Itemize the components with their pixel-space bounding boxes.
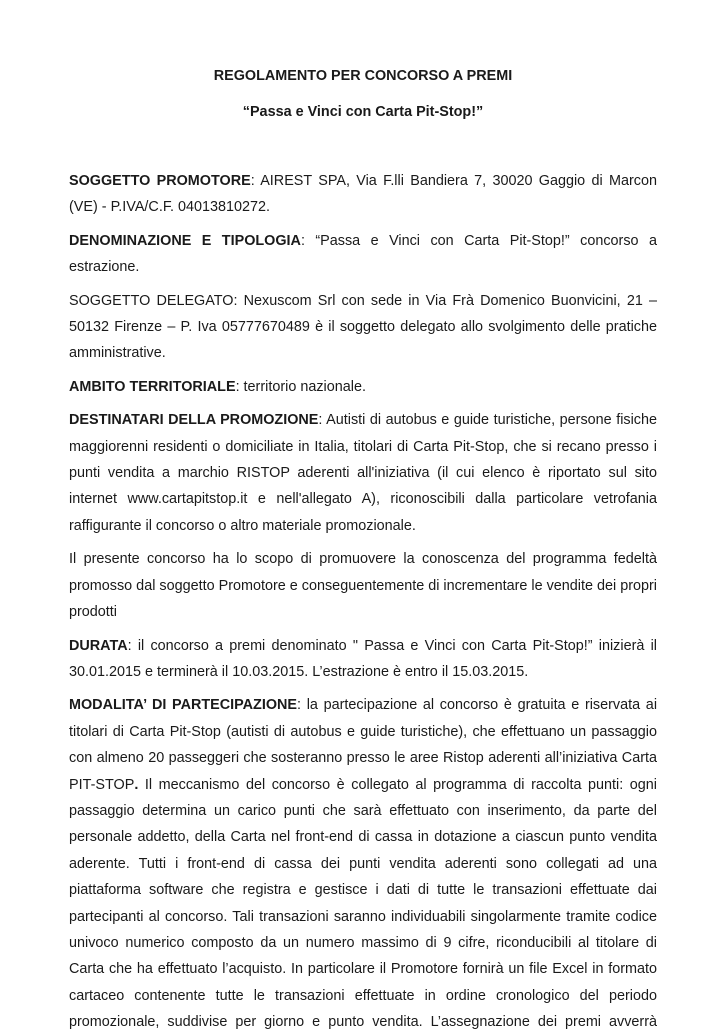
section-label: DURATA <box>69 637 128 654</box>
section-text: : il concorso a premi denominato " Passa e Vinci con Carta Pit-Stop!” inizierà il 30.01.2015 e terminerà il 10.03.2015. L’estrazione è entro il 15.03.2015. <box>69 637 657 680</box>
section-bold-tail: . <box>134 776 139 793</box>
section-label: DESTINATARI DELLA PROMOZIONE <box>69 412 319 429</box>
section-text: Il presente concorso ha lo scopo di promuovere la conoscenza del programma fedeltà promosso dal soggetto Promotore e conseguentemente di incrementare le vendite dei propri prodotti <box>69 551 657 621</box>
document-title: REGOLAMENTO PER CONCORSO A PREMI <box>213 68 513 84</box>
section-label: AMBITO TERRITORIALE <box>69 378 236 395</box>
document-subtitle: “Passa e Vinci con Carta Pit-Stop!” <box>242 104 484 120</box>
section-text: : AIREST SPA, Via F.lli Bandiera 7, 30020 Gaggio di Marcon (VE) - P.IVA/C.F. 04013810272. <box>69 173 657 216</box>
section-denominazione <box>69 228 657 281</box>
section-text: : la partecipazione al concorso è gratuita e riservata ai titolari di Carta Pit-Stop (autisti di autobus e guide turistiche), che effettuano un passaggio con almeno 20 passeggeri che sosteranno presso le aree Ristop aderenti all’iniziativa Carta PIT-STOP <box>69 697 658 793</box>
section-ambito-territoriale <box>69 374 657 400</box>
section-label: SOGGETTO PROMOTORE <box>69 173 251 189</box>
section-durata <box>69 633 657 686</box>
section-scopo <box>69 546 657 625</box>
section-destinatari <box>69 407 657 539</box>
section-soggetto-promotore <box>69 168 657 221</box>
section-modalita-partecipazione <box>69 692 657 1035</box>
section-text: : “Passa e Vinci con Carta Pit-Stop!” concorso a estrazione. <box>69 232 657 276</box>
section-soggetto-delegato <box>69 288 657 367</box>
section-label: DENOMINAZIONE E TIPOLOGIA <box>69 232 301 249</box>
section-text: : territorio nazionale. <box>235 378 366 395</box>
section-text: SOGGETTO DELEGATO: Nexuscom Srl con sede in Via Frà Domenico Buonvicini, 21 – 50132 Firenze – P. Iva 05777670489 è il soggetto delegato allo svolgimento delle pratiche amministrative. <box>69 292 657 362</box>
section-text-continued: Il meccanismo del concorso è collegato al programma di raccolta punti: ogni passaggio determina un carico punti che sarà effettuato con inserimento, da parte del personale addetto, della Carta nel front-end di cassa in dotazione a ciascun punto vendita aderente. Tutti i front-end di cassa dei punti vendita aderenti sono collegati ad una piattaforma software che registra e gestisce i dati di tutte le transazioni effettuate dai partecipanti al concorso. Tali transazioni saranno individuabili singolarmente tramite codice univoco numerico composto da un numero massimo di 9 cifre, riconducibili al titolare di Carta che ha effettuato l’acquisto. In particolare il Promotore fornirà un file Excel in formato cartaceo contenente tutte le transazioni effettuate in ordine cronologico del periodo promozionale, suddivise per giorno e punto vendita. L’assegnazione dei premi avverrà <box>69 776 657 1031</box>
section-label: MODALITA’ DI PARTECIPAZIONE <box>69 697 298 714</box>
section-text: : Autisti di autobus e guide turistiche, persone fisiche maggiorenni residenti o domiciliate in Italia, titolari di Carta Pit-Stop, che si recano presso i punti vendita a marchio RISTOP aderenti all'iniziativa (il cui elenco è riportato sul sito internet www.cartapitstop.it e nell'allegato A), riconoscibili dalla particolare vetrofania raffigurante il concorso o altro materiale promozionale. <box>69 412 657 534</box>
